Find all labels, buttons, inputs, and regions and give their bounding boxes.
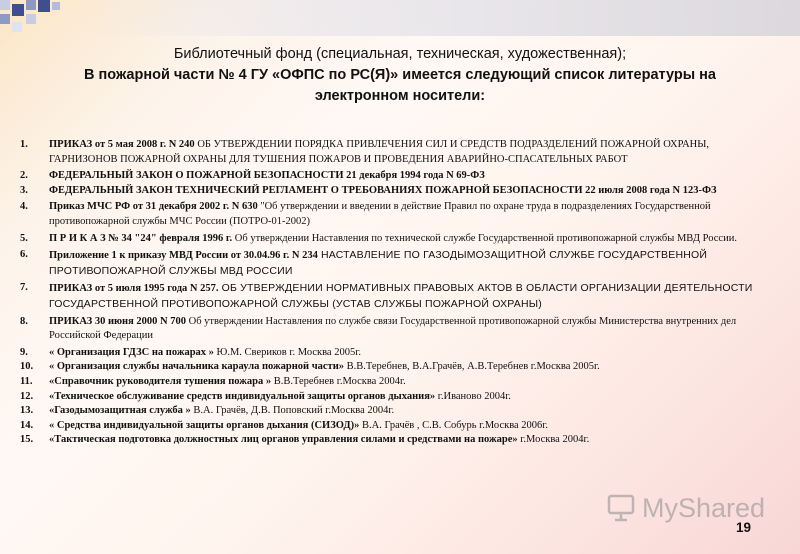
- item-bold-text: «Техническое обслуживание средств индивидуальной защиты органов дыхания»: [49, 390, 436, 402]
- square-mid-1: [26, 0, 36, 10]
- item-number: 3.: [20, 184, 28, 196]
- item-number: 14.: [20, 419, 34, 431]
- list-item: [18, 200, 778, 229]
- list-item: [18, 360, 778, 375]
- item-text: В.В.Теребнев г.Москва 2004г.: [271, 375, 406, 387]
- item-bold-text: « Средства индивидуальной защиты органов дыхания (СИЗОД)»: [49, 419, 360, 431]
- list-item: [18, 346, 778, 361]
- item-text: г.Иваново 2004г.: [435, 390, 511, 402]
- item-bold-text: «Справочник руководителя тушения пожара »: [49, 375, 272, 387]
- item-text: В.А. Грачёв , С.В. Собурь г.Москва 2006г.: [359, 419, 549, 431]
- list-item: [18, 433, 778, 448]
- item-bold-text: П Р И К А З № 34 "24" февраля 1996 г.: [49, 232, 233, 244]
- item-number: 2.: [20, 170, 28, 182]
- item-number: 5.: [20, 232, 28, 244]
- item-bold-text: ФЕДЕРАЛЬНЫЙ ЗАКОН О ПОЖАРНОЙ БЕЗОПАСНОСТИ 21 декабря 1994 года N 69-ФЗ: [49, 170, 485, 182]
- watermark-text: MyShared: [642, 492, 766, 523]
- item-bold-text: «Тактическая подготовка должностных лиц органов управления силами и средствами на пожаре»: [49, 434, 518, 446]
- item-number: 12.: [20, 390, 34, 402]
- item-bold-text: ФЕДЕРАЛЬНЫЙ ЗАКОН ТЕХНИЧЕСКИЙ РЕГЛАМЕНТ О ТРЕБОВАНИЯХ ПОЖАРНОЙ БЕЗОПАСНОСТИ 22 июля 2008 года N 123-ФЗ: [49, 184, 717, 196]
- item-number: 11.: [20, 375, 33, 387]
- square-light-1: [0, 0, 10, 10]
- item-number: 8.: [20, 315, 28, 327]
- square-dark-1: [12, 4, 24, 16]
- square-light-2: [26, 14, 36, 24]
- item-bold-text: ПРИКАЗ от 5 июля 1995 года N 257.: [49, 283, 219, 295]
- list-item: [18, 375, 778, 390]
- list-item: [18, 404, 778, 419]
- item-text: НАСТАВЛЕНИЕ ПО ГАЗОДЫМОЗАЩИТНОЙ СЛУЖБЕ ГОСУДАРСТВЕННОЙ ПРОТИВОПОЖАРНОЙ СЛУЖБЫ МВД РОССИИ: [49, 249, 708, 277]
- item-text: ОБ УТВЕРЖДЕНИИ НОРМАТИВНЫХ ПРАВОВЫХ АКТОВ В ОБЛАСТИ ОРГАНИЗАЦИИ ДЕЯТЕЛЬНОСТИ ГОСУДАРСТВЕННОЙ ПРОТИВОПОЖАРНОЙ СЛУЖБЫ (УСТАВ СЛУЖБЫ ПОЖАРНОЙ ОХРАНЫ): [49, 282, 753, 310]
- list-item: [18, 248, 778, 279]
- item-text: ОБ УТВЕРЖДЕНИИ ПОРЯДКА ПРИВЛЕЧЕНИЯ СИЛ И СРЕДСТВ ПОДРАЗДЕЛЕНИЙ ПОЖАРНОЙ ОХРАНЫ, ГАРНИЗОНОВ ПОЖАРНОЙ ОХРАНЫ ДЛЯ ТУШЕНИЯ ПОЖАРОВ И ПРОВЕДЕНИЯ АВАРИЙНО-СПАСАТЕЛЬНЫХ РАБОТ: [49, 139, 710, 165]
- item-bold-text: « Организация службы начальника караула пожарной части»: [49, 361, 344, 373]
- title-line-3: электронном носители:: [314, 88, 486, 104]
- square-mid-2: [0, 14, 10, 24]
- item-bold-text: ПРИКАЗ 30 июня 2000 N 700: [49, 315, 186, 327]
- item-number: 15.: [20, 434, 34, 446]
- item-number: 9.: [20, 346, 28, 358]
- item-number: 1.: [20, 139, 28, 150]
- item-text: "Об утверждении и введении в действие Правил по охране труда в подразделениях Государственной противопожарной службы МЧС России (ПОТРО-01-2002): [49, 201, 711, 227]
- item-bold-text: ПРИКАЗ от 5 мая 2008 г. N 240: [49, 139, 195, 150]
- item-bold-text: Приложение 1 к приказу МВД России от 30.04.96 г. N 234: [49, 250, 318, 262]
- title-line-1: Библиотечный фонд (специальная, техническая, художественная);: [173, 46, 627, 62]
- list-item: [18, 390, 778, 405]
- list-item: [18, 232, 778, 247]
- item-number: 7.: [20, 282, 28, 294]
- item-number: 6.: [20, 249, 28, 261]
- list-item: [18, 169, 778, 184]
- item-bold-text: Приказ МЧС РФ от 31 декабря 2002 г. N 630: [49, 201, 258, 213]
- item-number: 10.: [20, 361, 34, 373]
- list-item: [18, 315, 778, 344]
- item-text: Ю.М. Свериков г. Москва 2005г.: [213, 346, 361, 358]
- square-mid-3: [52, 2, 60, 10]
- square-light-3: [12, 22, 22, 32]
- list-item: [18, 184, 778, 199]
- item-bold-text: « Организация ГДЗС на пожарах »: [49, 346, 214, 358]
- square-dark-2: [38, 0, 50, 12]
- item-bold-text: «Газодымозащитная служба »: [49, 405, 191, 417]
- corner-squares-decoration: [0, 0, 70, 36]
- item-text: г.Москва 2004г.: [517, 434, 590, 446]
- item-text: В.А. Грачёв, Д.В. Поповский г.Москва 2004г.: [190, 405, 395, 417]
- item-text: Об утверждении Наставления по службе связи Государственной противопожарной службы Министерства внутренних дел Российской Федерации: [49, 315, 737, 342]
- slide-title: [20, 44, 780, 107]
- presentation-board-icon: [606, 493, 636, 523]
- list-item: [18, 419, 778, 434]
- list-item: [18, 281, 778, 312]
- item-number: 4.: [20, 201, 28, 213]
- item-text: В.В.Теребнев, В.А.Грачёв, А.В.Теребнев г.Москва 2005г.: [344, 361, 600, 373]
- header-band: [0, 0, 800, 36]
- item-text: Об утверждении Наставления по технической службе Государственной противопожарной службы МВД России.: [232, 232, 737, 244]
- title-line-2: В пожарной части № 4 ГУ «ОФПС по РС(Я)» имеется следующий список литературы на: [84, 67, 716, 83]
- page-number: 19: [736, 520, 752, 535]
- item-number: 13.: [20, 405, 34, 417]
- list-item: [18, 138, 778, 167]
- literature-list: [18, 138, 778, 448]
